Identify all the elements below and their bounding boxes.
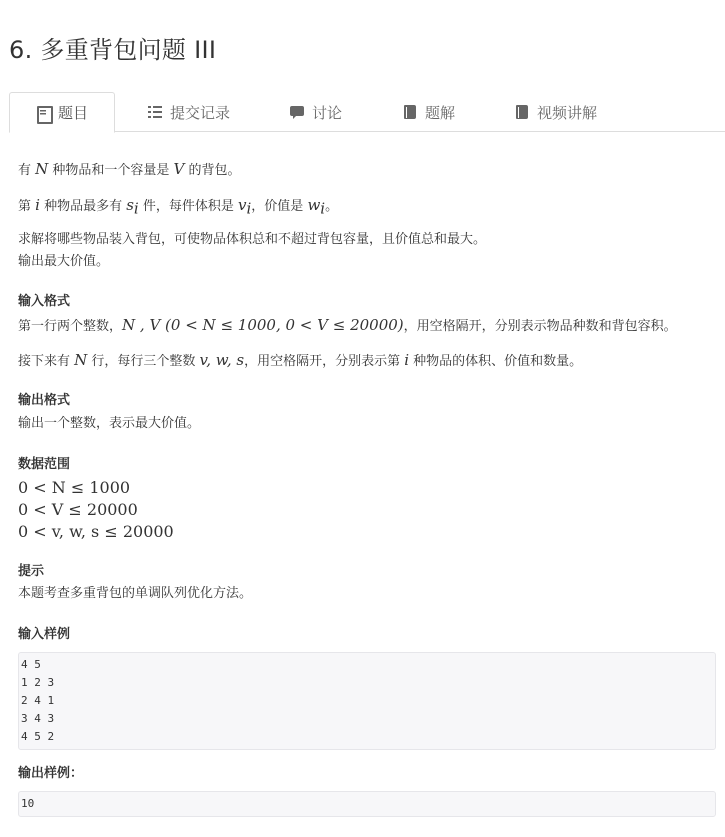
tab-problem[interactable]: [9, 92, 115, 133]
statement-line-4: 输出最大价值。: [18, 254, 110, 269]
math-var: N: [74, 351, 88, 369]
data-range-heading: 数据范围: [18, 457, 71, 472]
code-line: 3 4 3: [21, 712, 55, 725]
math-var: w: [307, 196, 321, 214]
code-line: 1 2 3: [21, 676, 55, 689]
text: 有: [18, 163, 36, 178]
data-range-line: 0 < N ≤ 1000: [18, 478, 131, 497]
text: ，用空格隔开，分别表示第: [244, 354, 405, 369]
math-sub: i: [133, 199, 139, 218]
sample-output-block: [18, 791, 716, 817]
math-sub: i: [246, 199, 252, 218]
math-var: i: [35, 196, 40, 214]
text: 第一行两个整数，: [18, 319, 123, 334]
output-format-text: 输出一个整数，表示最大价值。: [18, 416, 201, 431]
sample-input-block: [18, 652, 716, 750]
text: 行，每行三个整数: [87, 354, 200, 369]
list-icon: [148, 105, 162, 119]
output-format-heading: 输出格式: [18, 393, 71, 408]
code-line: 4 5 2: [21, 730, 55, 743]
input-format-heading: 输入格式: [18, 294, 71, 309]
math-var: s: [126, 196, 134, 214]
statement-line-1: [18, 158, 241, 182]
hint-heading: 提示: [18, 564, 45, 579]
book-icon: [403, 105, 417, 119]
tab-solutions[interactable]: [403, 92, 455, 132]
statement-line-3: 求解将哪些物品装入背包，可使物品体积总和不超过背包容量，且价值总和最大。: [18, 232, 487, 247]
problem-tabs: [9, 92, 725, 132]
code-line: 2 4 1: [21, 694, 55, 707]
text: 种物品最多有: [39, 199, 127, 214]
document-icon: [36, 106, 50, 120]
tab-discussion[interactable]: [290, 92, 342, 132]
data-range-line: 0 < v, w, s ≤ 20000: [18, 522, 174, 541]
statement-line-2: [18, 194, 338, 220]
tab-label: 提交记录: [170, 103, 231, 122]
sample-output-heading: 输出样例：: [18, 766, 84, 781]
text: 接下来有: [18, 354, 75, 369]
tab-submissions[interactable]: [148, 92, 230, 132]
code-line: 4 5: [21, 658, 41, 671]
text: 的背包。: [184, 163, 241, 178]
math-expression: v, w, s: [199, 351, 245, 369]
chat-icon: [290, 105, 304, 119]
math-var: N: [35, 160, 49, 178]
text: 第: [18, 199, 36, 214]
input-format-line-2: [18, 349, 582, 373]
math-expression: N , V (0 < N ≤ 1000, 0 < V ≤ 20000): [122, 316, 404, 334]
hint-text: 本题考查多重背包的单调队列优化方法。: [18, 586, 253, 601]
tab-label: 讨论: [312, 103, 343, 122]
tab-video[interactable]: [515, 92, 597, 132]
text: 。: [325, 199, 339, 214]
text: ，价值是: [251, 199, 308, 214]
book-icon: [515, 105, 529, 119]
sample-input-heading: 输入样例: [18, 627, 71, 642]
math-var: v: [238, 196, 247, 214]
tab-label: 题目: [58, 104, 89, 122]
text: ，用空格隔开，分别表示物品种数和背包容积。: [403, 319, 677, 334]
code-line: 10: [21, 797, 35, 810]
data-range-line: 0 < V ≤ 20000: [18, 500, 138, 519]
math-sub: i: [320, 199, 326, 218]
input-format-line-1: [18, 314, 677, 338]
text: 种物品的体积、价值和数量。: [409, 354, 583, 369]
text: 件，每件体积是: [138, 199, 238, 214]
math-var: V: [173, 160, 185, 178]
tab-label: 视频讲解: [537, 103, 598, 122]
math-var: i: [404, 351, 410, 369]
page-title: 6. 多重背包问题 III: [9, 36, 217, 64]
tab-label: 题解: [425, 103, 456, 122]
text: 种物品和一个容量是: [48, 163, 174, 178]
